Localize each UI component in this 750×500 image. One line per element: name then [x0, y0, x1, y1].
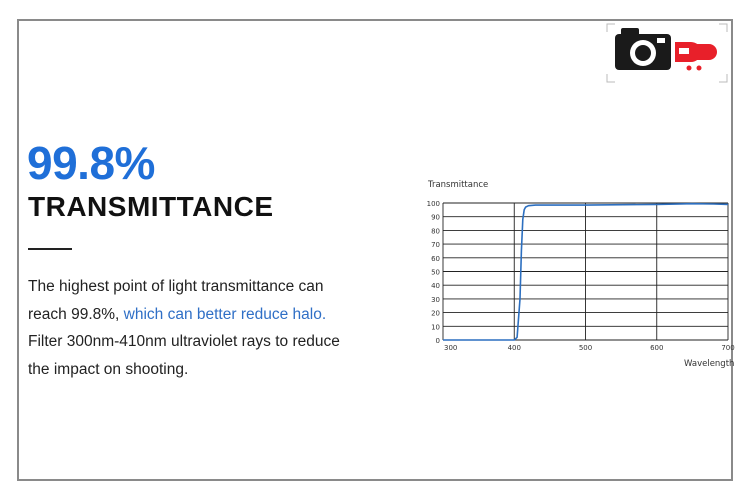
y-tick-label-40: 40	[431, 282, 440, 291]
description-line-2-highlight: which can better reduce halo.	[123, 305, 327, 323]
description-line-2-plain: reach 99.8%,	[28, 305, 120, 323]
y-tick-label-50: 50	[431, 268, 440, 277]
y-tick-label-100: 100	[426, 200, 440, 208]
y-tick-label-0: 0	[435, 337, 440, 345]
description-line-1: The highest point of light transmittance can	[28, 278, 324, 295]
x-tick-label-600: 600	[650, 344, 664, 352]
transmittance-percentage: 99.8%	[27, 137, 155, 189]
y-tick-label-70: 70	[431, 241, 440, 250]
y-tick-label-30: 30	[431, 295, 440, 304]
y-tick-label-90: 90	[431, 213, 440, 222]
x-tick-label-300: 300	[444, 344, 458, 352]
description-line-4: the impact on shooting.	[28, 360, 189, 378]
x-tick-label-500: 500	[578, 344, 593, 352]
y-axis-label: Transmittance	[428, 180, 489, 190]
x-axis-label: Wavelength	[684, 359, 735, 369]
description-line-3: Filter 300nm-410nm ultraviolet rays to reduce	[28, 333, 340, 350]
transmittance-heading: TRANSMITTANCE	[28, 191, 274, 222]
x-tick-label-400: 400	[507, 344, 521, 352]
y-tick-label-10: 10	[431, 323, 440, 332]
x-tick-label-700: 700	[721, 344, 735, 352]
y-tick-label-20: 20	[431, 309, 440, 318]
y-tick-label-60: 60	[431, 254, 440, 263]
y-tick-label-80: 80	[431, 227, 440, 236]
